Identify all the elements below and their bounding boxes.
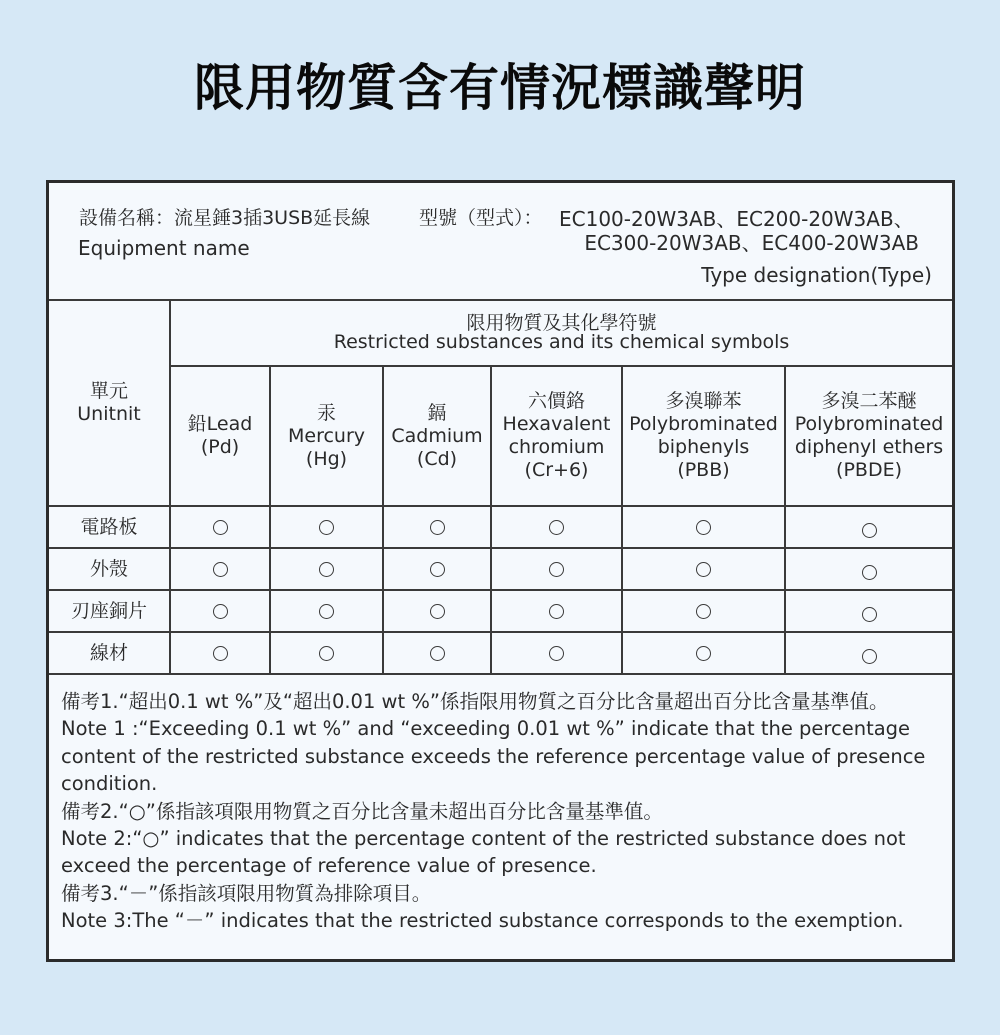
note-3-en: Note 3:The “－” indicates that the restricted substance corresponds to the exemption. <box>61 909 904 933</box>
table-row <box>49 590 952 632</box>
cell-pbde <box>785 632 952 674</box>
header-line: (Cd) <box>416 447 458 470</box>
cell-pbb <box>622 632 785 674</box>
cell-lead <box>170 506 270 548</box>
header-line: 多溴聯苯 <box>665 390 742 412</box>
cell-chromium <box>491 548 622 590</box>
circle-mark-icon <box>319 562 334 577</box>
cell-pbde <box>785 506 952 548</box>
declaration-document <box>46 180 955 962</box>
circle-mark-icon <box>862 607 877 622</box>
header-line: (PBB) <box>677 459 730 481</box>
cell-chromium <box>491 590 622 632</box>
note-2-zh: 備考2.“○”係指該項限用物質之百分比含量未超出百分比含量基準值。 <box>61 799 663 823</box>
column-header-mercury <box>270 366 383 506</box>
circle-mark-icon <box>430 646 445 661</box>
circle-mark-icon <box>430 520 445 535</box>
circle-mark-icon <box>213 646 228 661</box>
group-header-zh: 限用物質及其化學符號 <box>466 312 657 334</box>
circle-mark-icon <box>549 604 564 619</box>
circle-mark-icon <box>549 646 564 661</box>
cell-cadmium <box>383 548 491 590</box>
cell-cadmium <box>383 632 491 674</box>
column-header-pbde <box>785 366 952 506</box>
note-1-en: Note 1 :“Exceeding 0.1 wt %” and “exceeding 0.01 wt %” indicate that the percentage content of the restricted substance exceeds the reference percentage value of presence condition. <box>61 717 926 796</box>
circle-mark-icon <box>213 520 228 535</box>
circle-mark-icon <box>696 604 711 619</box>
cell-lead <box>170 548 270 590</box>
cell-mercury <box>270 632 383 674</box>
cell-pbb <box>622 506 785 548</box>
cell-chromium <box>491 506 622 548</box>
unit-header-zh: 單元 <box>89 380 128 402</box>
circle-mark-icon <box>696 646 711 661</box>
header-line: 多溴二苯醚 <box>821 390 917 412</box>
cell-cadmium <box>383 506 491 548</box>
notes-section <box>61 688 941 935</box>
cell-mercury <box>270 590 383 632</box>
header-line: Hexavalent <box>502 413 611 435</box>
equipment-name-label: 設備名稱：流星錘3插3USB延長線 <box>79 207 371 229</box>
circle-mark-icon <box>213 604 228 619</box>
row-unit-label: 線材 <box>49 632 170 674</box>
circle-mark-icon <box>549 562 564 577</box>
equipment-info-block <box>49 183 952 301</box>
cell-pbde <box>785 590 952 632</box>
column-header-hexavalent-chromium <box>491 366 622 506</box>
header-line: 汞 <box>316 401 336 424</box>
cell-lead <box>170 590 270 632</box>
header-line: 鎘 <box>427 401 447 424</box>
circle-mark-icon <box>430 604 445 619</box>
restricted-substances-table <box>49 301 952 675</box>
circle-mark-icon <box>696 520 711 535</box>
circle-mark-icon <box>430 562 445 577</box>
header-line: Mercury <box>287 424 366 447</box>
type-designation-models-line1: EC100-20W3AB、EC200-20W3AB、 <box>559 207 914 231</box>
row-unit-label: 刃座銅片 <box>49 590 170 632</box>
type-designation-label-en: Type designation(Type) <box>701 263 932 287</box>
cell-pbde <box>785 548 952 590</box>
cell-mercury <box>270 506 383 548</box>
cell-pbb <box>622 548 785 590</box>
cell-mercury <box>270 548 383 590</box>
note-3-zh: 備考3.“－”係指該項限用物質為排除項目。 <box>61 881 432 905</box>
cell-chromium <box>491 632 622 674</box>
column-header-pbb <box>622 366 785 506</box>
note-1-zh: 備考1.“超出0.1 wt %”及“超出0.01 wt %”係指限用物質之百分比含量超出百分比含量基準值。 <box>61 690 889 713</box>
row-unit-label: 外殼 <box>49 548 170 590</box>
type-designation-models-line2: EC300-20W3AB、EC400-20W3AB <box>584 231 919 255</box>
unit-column-header <box>49 301 170 506</box>
header-line: 鉛Lead <box>187 413 253 435</box>
table-row <box>49 506 952 548</box>
header-line: (Cr+6) <box>524 459 589 481</box>
header-line: Polybrominated <box>629 413 778 435</box>
unit-header-en: Unitnit <box>77 403 141 425</box>
circle-mark-icon <box>319 520 334 535</box>
header-line: (Hg) <box>305 447 348 470</box>
table-row <box>49 632 952 674</box>
circle-mark-icon <box>862 649 877 664</box>
header-line: (Pd) <box>200 436 240 458</box>
header-line: chromium <box>508 436 605 458</box>
header-line: Cadmium <box>391 424 483 447</box>
cell-cadmium <box>383 590 491 632</box>
note-2-en: Note 2:“○” indicates that the percentage content of the restricted substance does not exceed the percentage of reference value of presence. <box>61 827 906 878</box>
equipment-name-label-en: Equipment name <box>78 236 250 260</box>
column-header-lead <box>170 366 270 506</box>
circle-mark-icon <box>319 604 334 619</box>
substances-group-header <box>170 301 952 366</box>
header-line: biphenyls <box>657 436 750 458</box>
header-line: Polybrominated <box>794 413 944 435</box>
circle-mark-icon <box>319 646 334 661</box>
page-title: 限用物質含有情況標識聲明 <box>194 59 806 117</box>
circle-mark-icon <box>862 523 877 538</box>
header-line: (PBDE) <box>836 459 902 481</box>
circle-mark-icon <box>862 565 877 580</box>
group-header-en: Restricted substances and its chemical symbols <box>333 331 790 353</box>
row-unit-label: 電路板 <box>49 506 170 548</box>
table-row <box>49 548 952 590</box>
type-designation-label: 型號（型式）： <box>419 207 543 229</box>
header-line: 六價鉻 <box>527 390 585 412</box>
cell-pbb <box>622 590 785 632</box>
cell-lead <box>170 632 270 674</box>
circle-mark-icon <box>213 562 228 577</box>
header-line: diphenyl ethers <box>794 436 944 458</box>
circle-mark-icon <box>549 520 564 535</box>
circle-mark-icon <box>696 562 711 577</box>
column-header-cadmium <box>383 366 491 506</box>
